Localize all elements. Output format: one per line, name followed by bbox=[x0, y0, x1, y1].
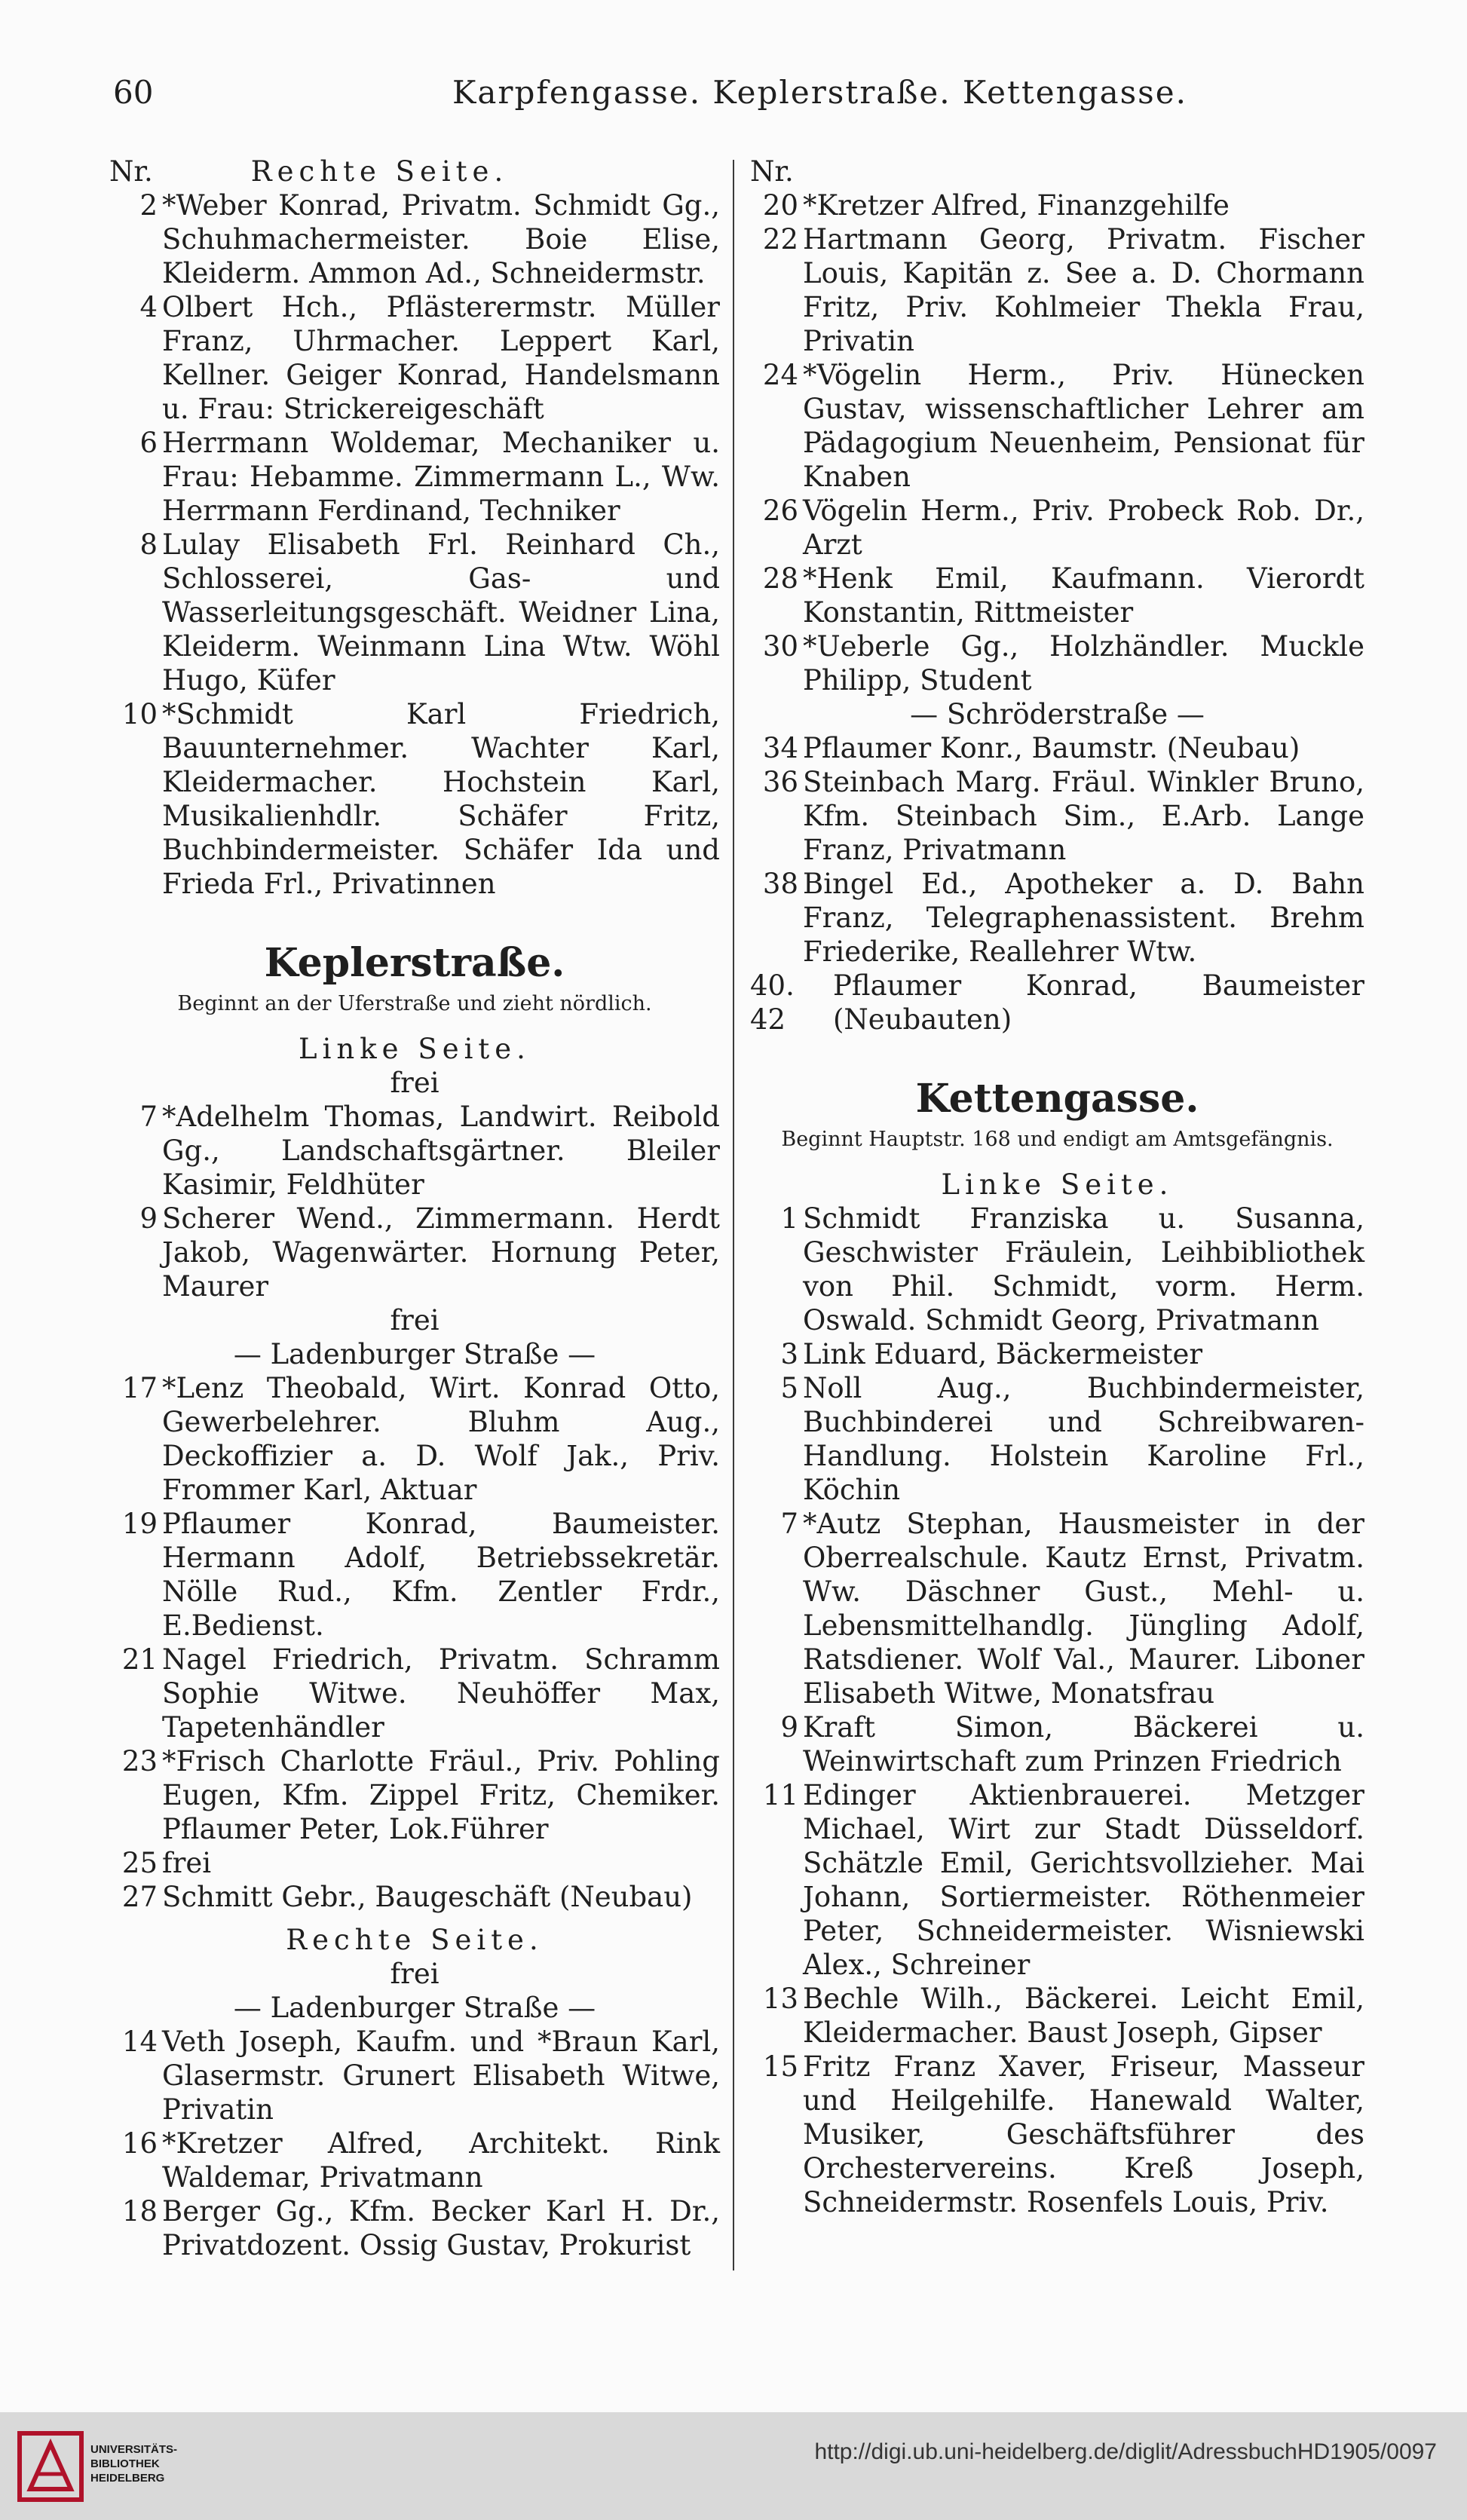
address-entry bbox=[750, 222, 1364, 358]
resident-list: Hartmann Georg, Privatm. Fischer Louis, Kapitän z. See a. D. Chormann Fritz, Priv. Kohlmeier Thekla Frau, Privatin bbox=[803, 223, 1364, 357]
resident-list: Kraft Simon, Bäckerei u. Weinwirtschaft zum Prinzen Friedrich bbox=[803, 1711, 1364, 1777]
section-marker: — Ladenburger Straße — bbox=[233, 1338, 596, 1370]
resident-list: Bingel Ed., Apotheker a. D. Bahn Franz, Telegraphenassistent. Brehm Friederike, Reallehrer Wtw. bbox=[803, 868, 1364, 968]
side-label: Linke Seite. bbox=[941, 1168, 1174, 1201]
house-number: 20 bbox=[762, 189, 798, 222]
house-number: 4 bbox=[139, 291, 158, 323]
resident-list: *Henk Emil, Kaufmann. Vierordt Konstantin, Rittmeister bbox=[803, 562, 1364, 629]
address-entry bbox=[109, 1846, 720, 1880]
address-entry bbox=[109, 1880, 720, 1914]
address-entry bbox=[750, 765, 1364, 867]
street-heading: Kettengasse. bbox=[915, 1076, 1199, 1122]
address-entry bbox=[750, 1202, 1364, 1337]
library-logo-icon bbox=[17, 2429, 84, 2504]
house-number: 34 bbox=[762, 732, 798, 764]
house-number: 7 bbox=[780, 1508, 798, 1540]
footer-bar bbox=[0, 2412, 1467, 2520]
house-number: 38 bbox=[762, 868, 798, 900]
page-number: 60 bbox=[113, 74, 154, 111]
column-header bbox=[109, 155, 720, 188]
street-note: Beginnt Hauptstr. 168 und endigt am Amtsgefängnis. bbox=[781, 1128, 1334, 1151]
street-heading: Keplerstraße. bbox=[264, 940, 565, 986]
address-entry bbox=[750, 562, 1364, 629]
house-number: 9 bbox=[780, 1711, 798, 1744]
section-marker: frei bbox=[390, 1067, 439, 1099]
address-entry bbox=[750, 731, 1364, 765]
house-number: 30 bbox=[762, 630, 798, 663]
street-note: Beginnt an der Uferstraße und zieht nördlich. bbox=[177, 992, 652, 1015]
house-number: 17 bbox=[121, 1372, 158, 1404]
nr-label: Nr. bbox=[750, 155, 794, 188]
resident-list: *Frisch Charlotte Fräul., Priv. Pohling Eugen, Kfm. Zippel Fritz, Chemiker. Pflaumer Peter, Lok.Führer bbox=[162, 1745, 720, 1845]
house-number: 16 bbox=[121, 2127, 158, 2160]
address-entry bbox=[109, 1371, 720, 1507]
resident-list: Schmitt Gebr., Baugeschäft (Neubau) bbox=[162, 1881, 693, 1913]
entry-list bbox=[750, 1202, 1364, 2219]
side-label: Rechte Seite. bbox=[286, 1924, 544, 1956]
address-entry bbox=[750, 969, 1364, 1036]
resident-list: *Kretzer Alfred, Finanzgehilfe bbox=[803, 189, 1230, 222]
address-entry bbox=[109, 528, 720, 697]
address-entry bbox=[750, 1337, 1364, 1371]
address-entry bbox=[109, 1202, 720, 1303]
entry-list bbox=[109, 1957, 720, 2262]
resident-list: Bechle Wilh., Bäckerei. Leicht Emil, Kleidermacher. Baust Joseph, Gipser bbox=[803, 1983, 1364, 2049]
resident-list: Herrmann Woldemar, Mechaniker u. Frau: Hebamme. Zimmermann L., Ww. Herrmann Ferdinand, Techniker bbox=[162, 427, 720, 527]
house-number: 13 bbox=[762, 1983, 798, 2015]
house-number: 25 bbox=[121, 1847, 158, 1879]
resident-list: Steinbach Marg. Fräul. Winkler Bruno, Kfm. Steinbach Sim., E.Arb. Lange Franz, Privatmann bbox=[803, 766, 1364, 866]
house-number: 27 bbox=[121, 1881, 158, 1913]
address-entry bbox=[109, 2025, 720, 2127]
resident-list: *Weber Konrad, Privatm. Schmidt Gg., Schuhmachermeister. Boie Elise, Kleiderm. Ammon Ad., Schneidermstr. bbox=[162, 189, 720, 289]
house-number: 14 bbox=[121, 2025, 158, 2058]
address-entry bbox=[750, 494, 1364, 562]
house-number: 1 bbox=[780, 1202, 798, 1235]
house-number: 18 bbox=[121, 2195, 158, 2228]
entry-list bbox=[750, 188, 1364, 1036]
resident-list: *Lenz Theobald, Wirt. Konrad Otto, Gewerbelehrer. Bluhm Aug., Deckoffizier a. D. Wolf Jak., Priv. Frommer Karl, Aktuar bbox=[162, 1372, 720, 1506]
column-divider bbox=[733, 160, 734, 2270]
resident-list: Noll Aug., Buchbindermeister, Buchbinderei und Schreibwaren-Handlung. Holstein Karoline Frl., Köchin bbox=[803, 1372, 1364, 1506]
address-entry bbox=[750, 867, 1364, 969]
house-number: 24 bbox=[762, 359, 798, 391]
house-number: 23 bbox=[121, 1745, 158, 1777]
side-label: Linke Seite. bbox=[299, 1033, 531, 1065]
address-entry bbox=[109, 188, 720, 290]
section-marker: — Schröderstraße — bbox=[910, 698, 1205, 730]
resident-list: *Adelhelm Thomas, Landwirt. Reibold Gg., Landschaftsgärtner. Bleiler Kasimir, Feldhüter bbox=[162, 1101, 720, 1201]
house-number: 6 bbox=[139, 427, 158, 459]
resident-list: Veth Joseph, Kaufm. und *Braun Karl, Glasermstr. Grunert Elisabeth Witwe, Privatin bbox=[162, 2025, 720, 2126]
section-marker: frei bbox=[390, 1958, 439, 1990]
resident-list: Pflaumer Konrad, Baumeister (Neubauten) bbox=[833, 969, 1364, 1036]
house-number: 26 bbox=[762, 495, 798, 527]
entry-list bbox=[109, 188, 720, 901]
address-entry bbox=[750, 1710, 1364, 1778]
resident-list: Schmidt Franziska u. Susanna, Geschwister Fräulein, Leihbibliothek von Phil. Schmidt, vorm. Herm. Oswald. Schmidt Georg, Privatmann bbox=[803, 1202, 1364, 1337]
address-entry bbox=[109, 1100, 720, 1202]
address-entry bbox=[750, 629, 1364, 697]
address-entry bbox=[750, 188, 1364, 222]
resident-list: Pflaumer Konr., Baumstr. (Neubau) bbox=[803, 732, 1300, 764]
resident-list: Lulay Elisabeth Frl. Reinhard Ch., Schlosserei, Gas- und Wasserleitungsgeschäft. Weidner Lina, Kleiderm. Weinmann Lina Wtw. Wöhl Hugo, Küfer bbox=[162, 528, 720, 697]
address-entry bbox=[109, 426, 720, 528]
house-number: 9 bbox=[139, 1202, 158, 1235]
house-number: 11 bbox=[762, 1779, 798, 1811]
address-entry bbox=[109, 1744, 720, 1846]
resident-list: Edinger Aktienbrauerei. Metzger Michael, Wirt zur Stadt Düsseldorf. Schätzle Emil, Gerichtsvollzieher. Mai Johann, Sortiermeister. Röthenmeier Peter, Schneidermeister. Wisniewski Alex., Schreiner bbox=[803, 1779, 1364, 1981]
resident-list: Fritz Franz Xaver, Friseur, Masseur und Heilgehilfe. Hanewald Walter, Musiker, Geschäftsführer des Orchestervereins. Kreß Joseph, Schneidermstr. Rosenfels Louis, Priv. bbox=[803, 2050, 1364, 2218]
address-entry bbox=[109, 2127, 720, 2194]
section-marker: frei bbox=[390, 1304, 439, 1337]
house-number: 10 bbox=[121, 698, 158, 730]
resident-list: Pflaumer Konrad, Baumeister. Hermann Adolf, Betriebssekretär. Nölle Rud., Kfm. Zentler Frdr., E.Bedienst. bbox=[162, 1508, 720, 1642]
house-number: 36 bbox=[762, 766, 798, 798]
house-number: 8 bbox=[139, 528, 158, 561]
running-title: Karpfengasse. Keplerstraße. Kettengasse. bbox=[452, 74, 1187, 111]
address-entry bbox=[750, 2050, 1364, 2219]
house-number: 40. 42 bbox=[750, 969, 795, 1036]
house-number: 3 bbox=[780, 1338, 798, 1370]
house-number: 21 bbox=[121, 1643, 158, 1676]
house-number: 7 bbox=[139, 1101, 158, 1133]
side-label: Rechte Seite. bbox=[250, 155, 509, 188]
resident-list: Olbert Hch., Pflästerermstr. Müller Franz, Uhrmacher. Leppert Karl, Kellner. Geiger Konrad, Handelsmann u. Frau: Strickereigeschäft bbox=[162, 291, 720, 425]
house-number: 19 bbox=[121, 1508, 158, 1540]
right-column bbox=[750, 155, 1364, 2219]
entry-list bbox=[109, 1066, 720, 1914]
address-entry bbox=[109, 2194, 720, 2262]
address-entry bbox=[750, 1371, 1364, 1507]
address-entry bbox=[750, 1507, 1364, 1710]
address-entry bbox=[109, 697, 720, 901]
address-entry bbox=[109, 1643, 720, 1744]
resident-list: Scherer Wend., Zimmermann. Herdt Jakob, Wagenwärter. Hornung Peter, Maurer bbox=[162, 1202, 720, 1303]
house-number: 28 bbox=[762, 562, 798, 595]
resident-list: *Kretzer Alfred, Architekt. Rink Waldemar, Privatmann bbox=[162, 2127, 720, 2194]
resident-list: Berger Gg., Kfm. Becker Karl H. Dr., Privatdozent. Ossig Gustav, Prokurist bbox=[162, 2195, 720, 2261]
resident-list: *Schmidt Karl Friedrich, Bauunternehmer. Wachter Karl, Kleidermacher. Hochstein Karl, Musikalienhdlr. Schäfer Fritz, Buchbindermeister. Schäfer Ida und Frieda Frl., Privatinnen bbox=[162, 698, 720, 900]
section-marker: — Ladenburger Straße — bbox=[233, 1992, 596, 2024]
house-number: 2 bbox=[139, 189, 158, 222]
address-entry bbox=[750, 358, 1364, 494]
resident-list: Nagel Friedrich, Privatm. Schramm Sophie Witwe. Neuhöffer Max, Tapetenhändler bbox=[162, 1643, 720, 1744]
address-entry bbox=[109, 1507, 720, 1643]
house-number: 22 bbox=[762, 223, 798, 256]
source-url[interactable]: http://digi.ub.uni-heidelberg.de/diglit/AdressbuchHD1905/0097 bbox=[814, 2439, 1437, 2464]
resident-list: Vögelin Herm., Priv. Probeck Rob. Dr., Arzt bbox=[803, 495, 1364, 561]
resident-list: *Vögelin Herm., Priv. Hünecken Gustav, wissenschaftlicher Lehrer am Pädagogium Neuenheim, Pensionat für Knaben bbox=[803, 359, 1364, 493]
resident-list: frei bbox=[162, 1847, 212, 1879]
house-number: 15 bbox=[762, 2050, 798, 2083]
address-entry bbox=[750, 1982, 1364, 2050]
address-entry bbox=[109, 290, 720, 426]
resident-list: *Autz Stephan, Hausmeister in der Oberrealschule. Kautz Ernst, Privatm. Ww. Däschner Gust., Mehl- u. Lebensmittelhandlg. Jüngling Adolf, Ratsdiener. Wolf Val., Maurer. Liboner Elisabeth Witwe, Monatsfrau bbox=[803, 1508, 1364, 1710]
house-number: 5 bbox=[780, 1372, 798, 1404]
left-column bbox=[109, 155, 720, 2262]
resident-list: Link Eduard, Bäckermeister bbox=[803, 1338, 1203, 1370]
resident-list: *Ueberle Gg., Holzhändler. Muckle Philipp, Student bbox=[803, 630, 1364, 697]
library-name: UNIVERSITÄTS- BIBLIOTHEK HEIDELBERG bbox=[90, 2443, 178, 2485]
address-entry bbox=[750, 1778, 1364, 1982]
nr-label: Nr. bbox=[109, 155, 153, 188]
